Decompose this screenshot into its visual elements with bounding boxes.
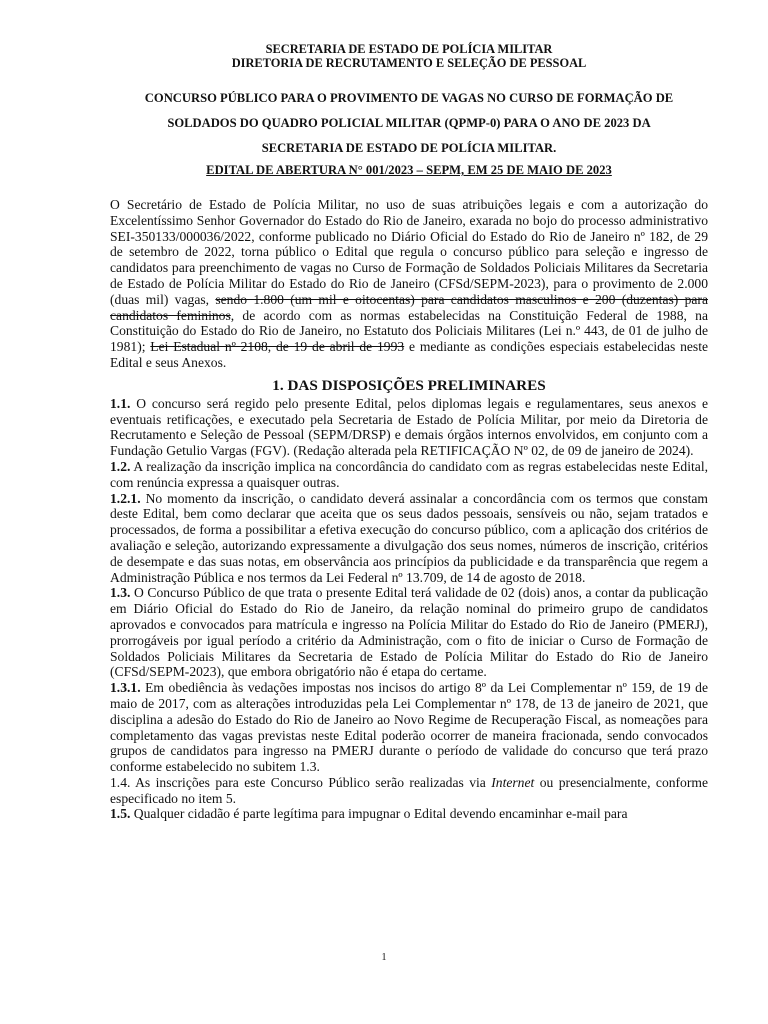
item-text-italic: Internet [491, 774, 535, 790]
item-text: A realização da inscrição implica na concordância do candidato com as regras estabelecidas neste Edital, com renúncia expressa a quaisquer outras. [110, 458, 708, 490]
title-line-3: SECRETARIA DE ESTADO DE POLÍCIA MILITAR. [261, 141, 557, 155]
paragraph-1-2-1 [110, 491, 708, 586]
paragraph-1-1 [110, 396, 708, 459]
header-line-1: SECRETARIA DE ESTADO DE POLÍCIA MILITAR [265, 42, 553, 56]
intro-strikethrough-2: Lei Estadual nº 2108, de 19 de abril de 1993 [150, 339, 405, 355]
intro-text-2: , de acordo com as normas estabelecidas na Constituição Federal de 1988, na Constituição do Estado do Rio de Janeiro, no Estatuto dos Policiais Militares (Lei n.º 443, de 01 de julho de 1981); [110, 307, 708, 355]
page-number: 1 [381, 952, 387, 963]
intro-text-1: O Secretário de Estado de Polícia Militar, no uso de suas atribuições legais e com a autorização do Excelentíssimo Senhor Governador do Estado do Rio de Janeiro, exarada no bojo do processo administrativo SEI-350133/000036/2022, conforme publicado no Diário Oficial do Estado do Rio de Janeiro nº 182, de 29 de setembro de 2022, torna público o Edital que regula o concurso público para seleção e ingresso de candidatos para preenchimento de vagas no Curso de Formação de Soldados Policiais Militares da Secretaria de Estado de Polícia Militar do Estado do Rio de Janeiro (CFSd/SEPM-2023), para o provimento de 2.000 (duas mil) vagas, [110, 197, 708, 307]
item-number: 1.5. [110, 806, 131, 822]
item-text-2: ou presencialmente, conforme especificado no item 5. [110, 774, 708, 806]
paragraph-1-2 [110, 459, 708, 491]
header-line-2: DIRETORIA DE RECRUTAMENTO E SELEÇÃO DE PESSOAL [231, 56, 587, 70]
item-text-1: 1.4. As inscrições para este Concurso Público serão realizadas via [110, 774, 492, 790]
item-text: No momento da inscrição, o candidato deverá assinalar a concordância com os termos que constam deste Edital, bem como declarar que aceita que os seus dados pessoais, sensíveis ou não, sejam tratados e processados, de forma a possibilitar a efetiva execução do concurso público, com a aplicação dos critérios de avaliação e seleção, autorizando expressamente a divulgação dos seus nomes, números de inscrição, critérios de desempate e das suas notas, em observância aos princípios da publicidade e da transparência que regem a Administração Pública e nos termos da Lei Federal nº 13.709, de 14 de agosto de 2018. [110, 490, 708, 585]
paragraph-1-3-1 [110, 680, 708, 775]
item-text: Em obediência às vedações impostas nos incisos do artigo 8º da Lei Complementar nº 159, de 19 de maio de 2017, com as alterações introduzidas pela Lei Complementar nº 178, de 13 de janeiro de 2021, que disciplina a adesão do Estado do Rio de Janeiro ao Novo Regime de Recuperação Fiscal, as nomeações para completamento das vagas previstas neste Edital poderão ocorrer de maneira fracionada, sendo convocados grupos de candidatos para ingresso na PMERJ durante o período de validade do concurso que terá prazo conforme estabelecido no subitem 1.3. [110, 680, 708, 775]
intro-paragraph [110, 197, 708, 371]
item-number: 1.2. [110, 458, 131, 474]
item-text: O concurso será regido pelo presente Edital, pelos diplomas legais e regulamentares, seus anexos e eventuais retificações, e executado pela Secretaria de Estado de Polícia Militar, por meio da Diretoria de Recrutamento e Seleção de Pessoal (SEPM/DRSP) e demais órgãos internos envolvidos, em conjunto com a Fundação Getulio Vargas (FGV). (Redação alterada pela RETIFICAÇÃO Nº 02, de 09 de janeiro de 2024). [110, 395, 708, 459]
document-page [110, 42, 708, 822]
document-title [110, 86, 708, 161]
intro-text-3: e mediante as condições especiais estabelecidas neste Edital e seus Anexos. [110, 339, 709, 370]
paragraph-1-4 [110, 775, 708, 807]
item-number: 1.1. [110, 395, 131, 411]
item-text: O Concurso Público de que trata o presente Edital terá validade de 02 (dois) anos, a contar da publicação em Diário Oficial do Estado do Rio de Janeiro, da relação nominal do primeiro grupo de candidatos aprovados e convocados para matrícula e ingresso na Polícia Militar do Estado do Rio de Janeiro (PMERJ), prorrogáveis por igual período a critério da Administração, com o fito de iniciar o Curso de Formação de Soldados Policiais Militares da Secretaria de Estado de Polícia Militar do Estado do Rio de Janeiro (CFSd/SEPM-2023), que embora obrigatório não é etapa do certame. [110, 585, 708, 680]
title-line-1: CONCURSO PÚBLICO PARA O PROVIMENTO DE VAGAS NO CURSO DE FORMAÇÃO DE [144, 91, 674, 105]
edital-heading: EDITAL DE ABERTURA N° 001/2023 – SEPM, EM 25 DE MAIO DE 2023 [206, 163, 612, 177]
item-number: 1.3.1. [110, 680, 141, 696]
section-heading: 1. DAS DISPOSIÇÕES PRELIMINARES [272, 376, 546, 394]
title-line-2: SOLDADOS DO QUADRO POLICIAL MILITAR (QPMP-0) PARA O ANO DE 2023 DA [167, 116, 651, 130]
item-number: 1.2.1. [110, 490, 141, 506]
intro-strikethrough-1: sendo 1.800 (um mil e oitocentas) para candidatos masculinos e 200 (duzentas) para candidatos femininos [110, 291, 708, 323]
paragraph-1-3 [110, 585, 708, 680]
paragraph-1-5 [110, 806, 708, 822]
item-text: Qualquer cidadão é parte legítima para impugnar o Edital devendo encaminhar e-mail para [130, 806, 628, 822]
item-number: 1.3. [110, 585, 131, 601]
